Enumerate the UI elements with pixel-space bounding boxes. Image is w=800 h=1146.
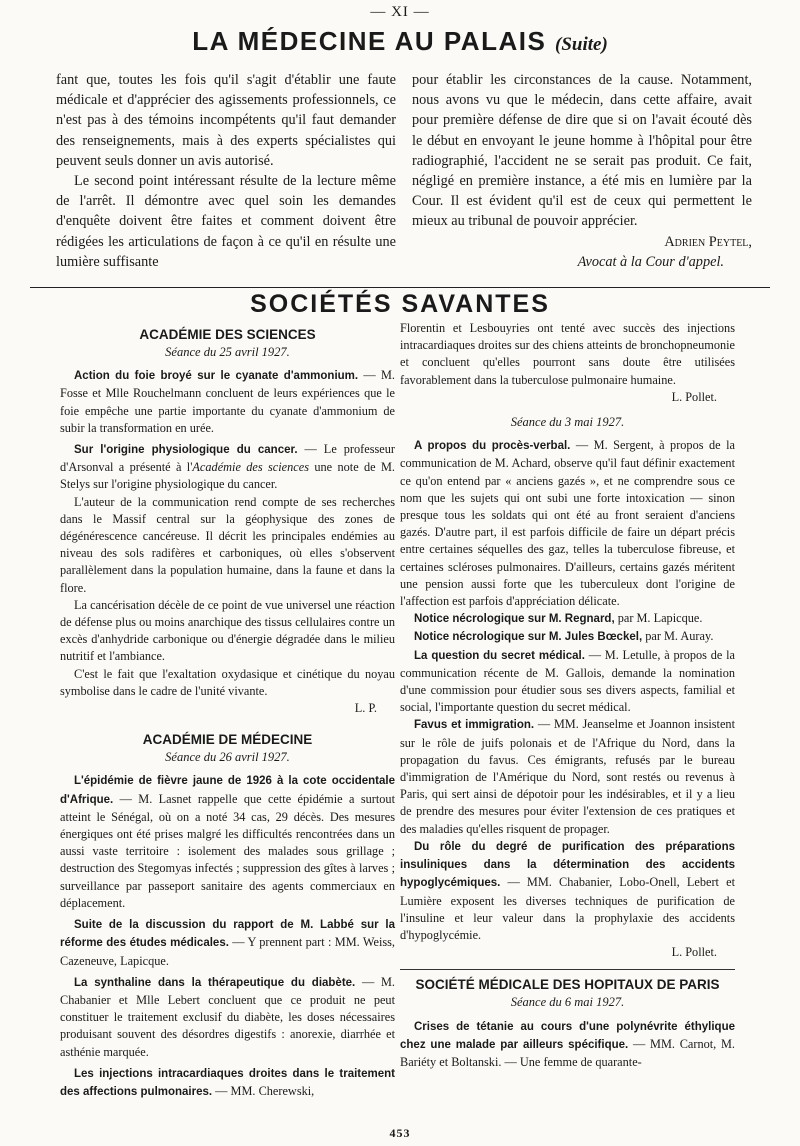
news-item	[60, 441, 395, 494]
seance-date: Séance du 3 mai 1927.	[510, 415, 625, 430]
right-column	[400, 320, 735, 1071]
signature-name: Adrien Peytel,	[664, 233, 752, 250]
news-item-title: Suite de la discussion du rapport de M. Labbé sur la réforme des études médicales.	[60, 919, 395, 950]
news-item-title: Du rôle du degré de purification des préparations insuliniques dans la détermination des accidents hypoglycémiques.	[400, 840, 735, 890]
news-item	[400, 647, 735, 717]
legal-article	[56, 70, 752, 280]
news-item-title: Action du foie broyé sur le cyanate d'ammonium.	[74, 370, 359, 383]
news-paragraph: L'auteur de la communication rend compte de ses recherches dans le Massif central sur la géophysique des zones de dégénérescence cancéreuse. Il décrit les principales endémies au niveau des sols radifères et carboniques, où elles s'observent parallèlement dans la population humaine, dans la faune et dans la flore.	[60, 494, 395, 595]
news-item	[60, 1065, 395, 1101]
news-item-title: Les injections intracardiaques droites dans le traitement des affections pulmonaires.	[60, 1067, 395, 1098]
seance-date: Séance du 25 avril 1927.	[165, 345, 290, 359]
news-item-text: — M. Chabanier et Mlle Lebert concluent que ce produit ne peut constituer le traitement exclusif du diabète, les doses nécessaires produisant souvent des désordres digestifs : anorexie, diarrhée et asthénie marquée.	[60, 974, 395, 1059]
news-item	[400, 1018, 735, 1072]
news-paragraph: Florentin et Lesbouyries ont tenté avec succès des injections intracardiaques droites sur des chiens atteints de bronchopneumonie et concluent qu'elles pourront sans doute être utilisées favorablement dans la tuberculose pulmonaire humaine.	[400, 321, 735, 387]
news-item	[400, 628, 735, 646]
running-title	[0, 26, 800, 57]
news-item-text: — M. Letulle, à propos de la communication récente de M. Gallois, demande la nomination d'une commission pour étudier sous ses divers aspects, familial et social, l'importante question du secret médical.	[400, 647, 735, 715]
section-divider	[30, 287, 770, 288]
news-item	[400, 610, 735, 628]
societe-medicale-heading: SOCIÉTÉ MÉDICALE DES HOPITAUX DE PARIS	[415, 977, 720, 993]
academie-medecine-heading: ACADÉMIE DE MÉDECINE	[142, 732, 313, 748]
news-item-title: Favus et immigration.	[414, 719, 535, 732]
legal-article-right-column	[412, 70, 752, 272]
seance-date: Séance du 26 avril 1927.	[165, 750, 290, 765]
seance-date: Séance du 6 mai 1927.	[510, 995, 625, 1010]
news-item	[60, 367, 395, 437]
page-folio: — XI —	[370, 4, 430, 20]
legal-paragraph-2: Le second point intéressant résulte de la lecture même de l'arrêt. Il démontre avec quel soin les demandes d'enquête doivent être faites et comment doivent être rédigées les articulations de façon à ce qu'il en résulte une lumière suffisante	[56, 173, 396, 270]
author-initials: L. Pollet.	[671, 389, 717, 404]
news-item-title: La question du secret médical.	[414, 649, 585, 662]
news-item-text: — MM. Chabanier, Lobo-Onell, Lebert et Lumière exposent les diverses techniques de purification de l'insuline et leur valeur dans la prophylaxie des accidents d'hypoglycémie.	[400, 875, 735, 942]
news-item-title: Sur l'origine physiologique du cancer.	[74, 444, 298, 457]
news-item	[400, 437, 735, 610]
news-item-text: — Le professeur d'Arsonval a présenté à l'	[60, 442, 395, 475]
legal-paragraph-1: fant que, toutes les fois qu'il s'agit d'établir une faute médicale et d'apprécier des agissements professionnels, ce n'est pas à des témoins incompétents qu'il faut demander des renseignements, mais à des experts spécialistes qui peuvent seuls donner un avis autorisé.	[56, 72, 396, 169]
news-item-title: A propos du procès-verbal.	[414, 440, 571, 453]
news-item	[400, 838, 735, 944]
news-item-title: Crises de tétanie au cours d'une polynévrite éthylique chez une malade par ailleurs spécifique.	[400, 1020, 735, 1051]
news-item-text: — Y prennent part : MM. Weiss, Cazeneuve, Lapicque.	[60, 935, 396, 968]
page-bottom-mark: 453	[389, 1126, 411, 1140]
section-title: SOCIÉTÉS SAVANTES	[250, 290, 550, 318]
left-column	[60, 322, 395, 1101]
news-item-text: une note de M. Stelys sur l'origine physiologique du cancer.	[60, 460, 395, 492]
running-title-suite: (Suite)	[555, 34, 608, 55]
news-item-text: — MM. Cherewski,	[212, 1083, 315, 1098]
news-paragraph: C'est le fait que l'exaltation oxydasique et cinétique du noyau symbolise dans le cadre de l'unité vivante.	[60, 666, 395, 698]
news-item-text: — M. Lasnet rappelle que cette épidémie a surtout atteint le Sénégal, où on a noté 34 cas, 29 décès. Des mesures énergiques ont été prises malgré les difficultés rencontrées dans un aussi vaste territoire : isolement des malades sous grillage ; destruction des Stegomyas infectés ; suppression des gîtes à larves ; surveillance par passeport sanitaire des agents commerciaux en déplacement.	[60, 791, 395, 910]
news-item-text: par M. Lapicque.	[614, 611, 703, 626]
signature-title: Avocat à la Cour d'appel.	[577, 253, 724, 270]
news-item-text: — M. Sergent, à propos de la communication de M. Achard, observe qu'il faut définir exactement ce qu'on entend par « anciens gazés », et ne comprendre sous ce nom que les sujets qui ont subi une forte intoxication — sinon presque tous les soldats qui ont été au front seraient d'anciens gazés. D'autre part, il est parfois difficile de faire un départ précis entre certaines séquelles des gaz, telles la tuberculose fibreuse, et certaines scléroses pulmonaires. D'ailleurs, certains gazés méritent une pension aussi forte que les tuberculeux dont l'origine de l'affection est parfois d'appréciation délicate.	[400, 438, 735, 609]
article-signature	[412, 232, 752, 272]
news-item-italic: Académie des sciences	[192, 460, 309, 475]
running-title-text: LA MÉDECINE AU PALAIS	[192, 26, 547, 56]
news-item-title: La synthaline dans la thérapeutique du diabète.	[74, 976, 356, 989]
news-item-title: Notice nécrologique sur M. Regnard,	[414, 613, 615, 626]
author-initials: L. Pollet.	[671, 945, 717, 960]
news-item	[60, 974, 395, 1061]
news-item-text: — MM. Jeanselme et Joannon insistent sur le rôle de juifs polonais et de l'Afrique du Nord, dans la propagation du favus. Ces émigrants, refusés par le bureau d'immigration de l'Amérique du Nord, sont restés ou revenus à Paris, qui sert ainsi de dépotoir pour les indésirables, et il y a lieu de prendre des mesures pour éviter l'extension de ces pratiques et des maladies qu'elles risquent de propager.	[400, 717, 735, 836]
news-paragraph: La cancérisation décèle de ce point de vue universel une réaction de défense plus ou moins anarchique des tissus cellulaires contre un excès d'anhydride carbonique ou d'énergie dégradée dans le milieu nutritif et l'ambiance.	[60, 597, 395, 664]
news-item-title: Notice nécrologique sur M. Jules Bœckel,	[414, 631, 643, 644]
news-item-text: — MM. Carnot, M. Bariéty et Boltanski. — Une femme de quarante-	[400, 1036, 735, 1069]
legal-article-left-column	[56, 70, 396, 272]
legal-paragraph-3: pour établir les circonstances de la cause. Notamment, nous avons vu que le médecin, dans cette affaire, avait pour première défense de dire que si on l'avait écouté dès le début en envoyant le jeune homme à l'hôpital pour être radiographié, l'accident ne se serait pas produit. Ce fait, négligé en première instance, a été mis en lumière par la Cour. Il est évident qu'il est de ceux qui permettent le mieux au tribunal de pouvoir apprécier.	[412, 72, 752, 230]
news-item	[60, 772, 395, 912]
column-divider	[400, 969, 735, 970]
news-item	[400, 716, 735, 837]
news-item	[60, 916, 395, 970]
author-initials: L. P.	[354, 701, 377, 716]
academie-sciences-heading: ACADÉMIE DES SCIENCES	[139, 327, 316, 342]
news-item-text: — M. Fosse et Mlle Rouchelmann concluent de leurs expériences que le foie empêche une partie importante du cyanate d'ammonium de subir la transformation en urée.	[60, 368, 395, 435]
news-item-title: L'épidémie de fièvre jaune de 1926 à la cote occidentale d'Afrique.	[60, 775, 395, 806]
news-item-text: par M. Auray.	[642, 629, 714, 644]
